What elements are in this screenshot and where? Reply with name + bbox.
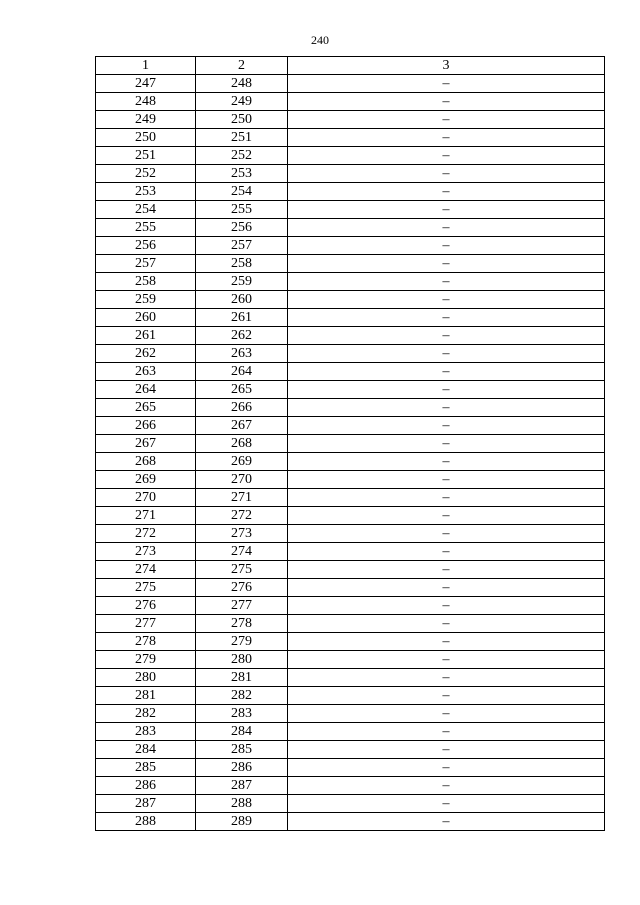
table-row — [96, 669, 605, 687]
table-cell-col-3: – — [288, 759, 605, 777]
table-cell-col-1: 257 — [96, 255, 196, 273]
table-cell-col-1: 260 — [96, 309, 196, 327]
table-row — [96, 777, 605, 795]
column-header-2: 2 — [196, 57, 288, 75]
table-cell-col-2: 261 — [196, 309, 288, 327]
table-cell-col-1: 280 — [96, 669, 196, 687]
table-cell-col-2: 268 — [196, 435, 288, 453]
table-row — [96, 453, 605, 471]
table-row — [96, 345, 605, 363]
table-cell-col-1: 255 — [96, 219, 196, 237]
table-row — [96, 705, 605, 723]
table-cell-col-3: – — [288, 363, 605, 381]
page-number: 240 — [311, 33, 329, 47]
table-row — [96, 363, 605, 381]
table-row — [96, 597, 605, 615]
table-row — [96, 795, 605, 813]
table-cell-col-1: 267 — [96, 435, 196, 453]
table-cell-col-2: 252 — [196, 147, 288, 165]
table-cell-col-2: 288 — [196, 795, 288, 813]
table-cell-col-1: 273 — [96, 543, 196, 561]
table-cell-col-1: 282 — [96, 705, 196, 723]
table-cell-col-2: 279 — [196, 633, 288, 651]
table-cell-col-2: 285 — [196, 741, 288, 759]
table-cell-col-1: 287 — [96, 795, 196, 813]
table-row — [96, 633, 605, 651]
table-cell-col-1: 256 — [96, 237, 196, 255]
table-cell-col-2: 266 — [196, 399, 288, 417]
table-cell-col-1: 281 — [96, 687, 196, 705]
table-cell-col-1: 283 — [96, 723, 196, 741]
table-cell-col-3: – — [288, 381, 605, 399]
table-row — [96, 741, 605, 759]
table-cell-col-2: 284 — [196, 723, 288, 741]
table-row — [96, 255, 605, 273]
table-cell-col-1: 249 — [96, 111, 196, 129]
table-row — [96, 237, 605, 255]
table-cell-col-2: 283 — [196, 705, 288, 723]
table-row — [96, 525, 605, 543]
table-cell-col-1: 262 — [96, 345, 196, 363]
table-cell-col-3: – — [288, 741, 605, 759]
table-row — [96, 147, 605, 165]
table-body — [96, 75, 605, 831]
table-cell-col-1: 252 — [96, 165, 196, 183]
table-cell-col-1: 274 — [96, 561, 196, 579]
table-row — [96, 309, 605, 327]
table-row — [96, 759, 605, 777]
table-cell-col-3: – — [288, 723, 605, 741]
table-row — [96, 291, 605, 309]
table-cell-col-1: 250 — [96, 129, 196, 147]
table-cell-col-2: 260 — [196, 291, 288, 309]
table-cell-col-2: 273 — [196, 525, 288, 543]
table-cell-col-2: 271 — [196, 489, 288, 507]
table-cell-col-3: – — [288, 201, 605, 219]
table-cell-col-2: 274 — [196, 543, 288, 561]
table-row — [96, 129, 605, 147]
table-cell-col-1: 285 — [96, 759, 196, 777]
table-cell-col-2: 250 — [196, 111, 288, 129]
table-cell-col-3: – — [288, 777, 605, 795]
table-cell-col-1: 253 — [96, 183, 196, 201]
table-cell-col-1: 269 — [96, 471, 196, 489]
table-cell-col-3: – — [288, 579, 605, 597]
column-header-3: 3 — [288, 57, 605, 75]
table-cell-col-1: 248 — [96, 93, 196, 111]
table-cell-col-3: – — [288, 813, 605, 831]
table-cell-col-3: – — [288, 615, 605, 633]
table-cell-col-3: – — [288, 291, 605, 309]
table-cell-col-1: 288 — [96, 813, 196, 831]
table-cell-col-3: – — [288, 255, 605, 273]
table-cell-col-1: 271 — [96, 507, 196, 525]
table-cell-col-2: 269 — [196, 453, 288, 471]
table-cell-col-2: 259 — [196, 273, 288, 291]
table-row — [96, 219, 605, 237]
table-cell-col-2: 281 — [196, 669, 288, 687]
table-cell-col-2: 267 — [196, 417, 288, 435]
table-cell-col-1: 276 — [96, 597, 196, 615]
table-cell-col-1: 259 — [96, 291, 196, 309]
table-cell-col-3: – — [288, 507, 605, 525]
table-cell-col-2: 287 — [196, 777, 288, 795]
table-header — [96, 57, 605, 75]
table-cell-col-1: 261 — [96, 327, 196, 345]
table-cell-col-2: 264 — [196, 363, 288, 381]
table-cell-col-3: – — [288, 471, 605, 489]
table-cell-col-2: 280 — [196, 651, 288, 669]
table-row — [96, 273, 605, 291]
table-cell-col-2: 276 — [196, 579, 288, 597]
table-row — [96, 651, 605, 669]
table-cell-col-2: 258 — [196, 255, 288, 273]
table-row — [96, 201, 605, 219]
table-cell-col-1: 247 — [96, 75, 196, 93]
table-row — [96, 489, 605, 507]
table-cell-col-2: 275 — [196, 561, 288, 579]
table-cell-col-2: 272 — [196, 507, 288, 525]
table-cell-col-3: – — [288, 669, 605, 687]
table-cell-col-3: – — [288, 219, 605, 237]
table-row — [96, 111, 605, 129]
table-cell-col-3: – — [288, 453, 605, 471]
table-cell-col-2: 277 — [196, 597, 288, 615]
table-cell-col-1: 251 — [96, 147, 196, 165]
table-cell-col-1: 277 — [96, 615, 196, 633]
table-row — [96, 687, 605, 705]
table-cell-col-3: – — [288, 129, 605, 147]
table-cell-col-2: 289 — [196, 813, 288, 831]
table-cell-col-1: 268 — [96, 453, 196, 471]
table-cell-col-3: – — [288, 237, 605, 255]
table-cell-col-3: – — [288, 417, 605, 435]
table-row — [96, 93, 605, 111]
table-cell-col-3: – — [288, 165, 605, 183]
table-cell-col-1: 264 — [96, 381, 196, 399]
table-cell-col-3: – — [288, 435, 605, 453]
table-cell-col-2: 254 — [196, 183, 288, 201]
table-cell-col-2: 257 — [196, 237, 288, 255]
table-row — [96, 543, 605, 561]
table-cell-col-2: 262 — [196, 327, 288, 345]
table-row — [96, 813, 605, 831]
table-row — [96, 435, 605, 453]
table-cell-col-3: – — [288, 525, 605, 543]
table-cell-col-1: 254 — [96, 201, 196, 219]
table-row — [96, 327, 605, 345]
table-cell-col-1: 275 — [96, 579, 196, 597]
table-row — [96, 399, 605, 417]
table-cell-col-2: 256 — [196, 219, 288, 237]
table-cell-col-3: – — [288, 309, 605, 327]
table-cell-col-3: – — [288, 795, 605, 813]
table-cell-col-3: – — [288, 543, 605, 561]
table-cell-col-3: – — [288, 489, 605, 507]
table-cell-col-1: 258 — [96, 273, 196, 291]
table-row — [96, 507, 605, 525]
table-row — [96, 471, 605, 489]
table-cell-col-1: 272 — [96, 525, 196, 543]
table-cell-col-1: 265 — [96, 399, 196, 417]
table-cell-col-1: 270 — [96, 489, 196, 507]
table-cell-col-1: 279 — [96, 651, 196, 669]
table-cell-col-3: – — [288, 273, 605, 291]
table-cell-col-3: – — [288, 75, 605, 93]
table-cell-col-3: – — [288, 597, 605, 615]
table-cell-col-3: – — [288, 687, 605, 705]
table-row — [96, 381, 605, 399]
table-cell-col-3: – — [288, 327, 605, 345]
table-row — [96, 165, 605, 183]
table-row — [96, 615, 605, 633]
table-row — [96, 579, 605, 597]
table-cell-col-3: – — [288, 345, 605, 363]
data-table — [95, 56, 605, 831]
table-cell-col-2: 263 — [196, 345, 288, 363]
table-cell-col-3: – — [288, 399, 605, 417]
table-cell-col-3: – — [288, 705, 605, 723]
table-cell-col-1: 263 — [96, 363, 196, 381]
table-cell-col-3: – — [288, 183, 605, 201]
table-cell-col-1: 284 — [96, 741, 196, 759]
table-cell-col-2: 253 — [196, 165, 288, 183]
table-cell-col-3: – — [288, 111, 605, 129]
table-cell-col-2: 278 — [196, 615, 288, 633]
table-cell-col-1: 286 — [96, 777, 196, 795]
table-cell-col-2: 282 — [196, 687, 288, 705]
table-cell-col-3: – — [288, 561, 605, 579]
table-cell-col-3: – — [288, 147, 605, 165]
table-cell-col-2: 249 — [196, 93, 288, 111]
column-header-1: 1 — [96, 57, 196, 75]
table-cell-col-3: – — [288, 93, 605, 111]
table-row — [96, 183, 605, 201]
table-cell-col-3: – — [288, 651, 605, 669]
table-cell-col-2: 265 — [196, 381, 288, 399]
table-cell-col-2: 286 — [196, 759, 288, 777]
table-row — [96, 75, 605, 93]
table-cell-col-3: – — [288, 633, 605, 651]
table-header-row — [96, 57, 605, 75]
table-cell-col-2: 255 — [196, 201, 288, 219]
table-cell-col-2: 248 — [196, 75, 288, 93]
table-cell-col-2: 251 — [196, 129, 288, 147]
table-cell-col-2: 270 — [196, 471, 288, 489]
table-cell-col-1: 278 — [96, 633, 196, 651]
table-row — [96, 723, 605, 741]
table-row — [96, 417, 605, 435]
table-cell-col-1: 266 — [96, 417, 196, 435]
table-row — [96, 561, 605, 579]
